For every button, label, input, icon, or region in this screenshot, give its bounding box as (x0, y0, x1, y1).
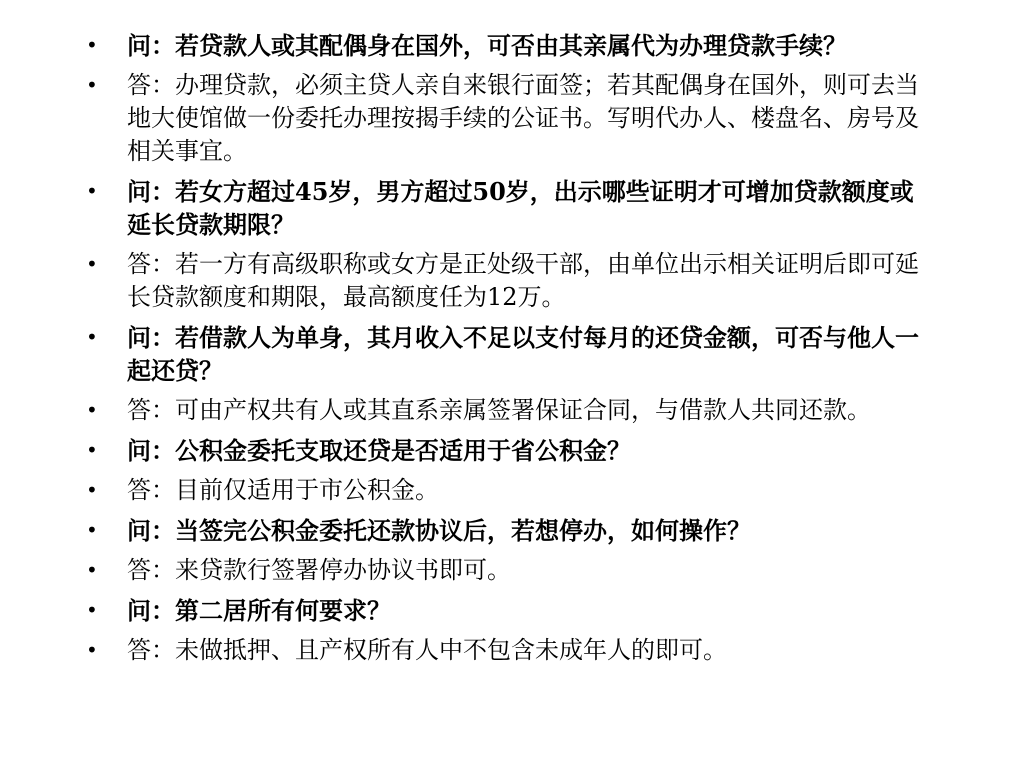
answer-item (86, 69, 931, 168)
question-text: 问：第二居所有何要求？ (127, 596, 391, 625)
question-item (86, 321, 931, 387)
question-text: 问：当签完公积金委托还款协议后，若想停办，如何操作？ (127, 516, 751, 545)
question-item (86, 175, 931, 241)
bullet-icon: • (86, 33, 98, 57)
bullet-icon: • (86, 478, 98, 502)
bullet-icon: • (86, 179, 98, 203)
question-item (86, 594, 931, 627)
bullet-icon: • (86, 638, 98, 662)
question-item (86, 29, 931, 62)
bullet-icon: • (86, 438, 98, 462)
question-text: 问：若借款人为单身，其月收入不足以支付每月的还贷金额，可否与他人一起还贷？ (127, 323, 919, 385)
answer-text: 答：若一方有高级职称或女方是正处级干部，由单位出示相关证明后即可延长贷款额度和期限，最高额度任为12万。 (127, 250, 919, 311)
answer-text: 答：来贷款行签署停办协议书即可。 (127, 556, 511, 584)
answer-item (86, 394, 931, 427)
bullet-icon: • (86, 598, 98, 622)
question-text: 问：若女方超过45岁，男方超过50岁，出示哪些证明才可增加贷款额度或延长贷款期限？ (127, 177, 914, 239)
answer-item (86, 634, 931, 667)
answer-item (86, 474, 931, 507)
answer-text: 答：目前仅适用于市公积金。 (127, 476, 439, 504)
answer-item (86, 248, 931, 314)
bullet-icon: • (86, 325, 98, 349)
answer-item (86, 554, 931, 587)
question-text: 问：公积金委托支取还贷是否适用于省公积金？ (127, 436, 631, 465)
answer-text: 答：办理贷款，必须主贷人亲自来银行面签；若其配偶身在国外，则可去当地大使馆做一份委托办理按揭手续的公证书。写明代办人、楼盘名、房号及相关事宜。 (127, 71, 919, 165)
bullet-icon: • (86, 73, 98, 97)
bullet-icon: • (86, 558, 98, 582)
question-item (86, 514, 931, 547)
bullet-icon: • (86, 398, 98, 422)
answer-text: 答：未做抵押、且产权所有人中不包含未成年人的即可。 (127, 636, 727, 664)
qa-list (86, 29, 931, 674)
question-item (86, 434, 931, 467)
bullet-icon: • (86, 252, 98, 276)
question-text: 问：若贷款人或其配偶身在国外，可否由其亲属代为办理贷款手续？ (127, 31, 847, 60)
answer-text: 答：可由产权共有人或其直系亲属签署保证合同，与借款人共同还款。 (127, 396, 871, 424)
bullet-icon: • (86, 518, 98, 542)
